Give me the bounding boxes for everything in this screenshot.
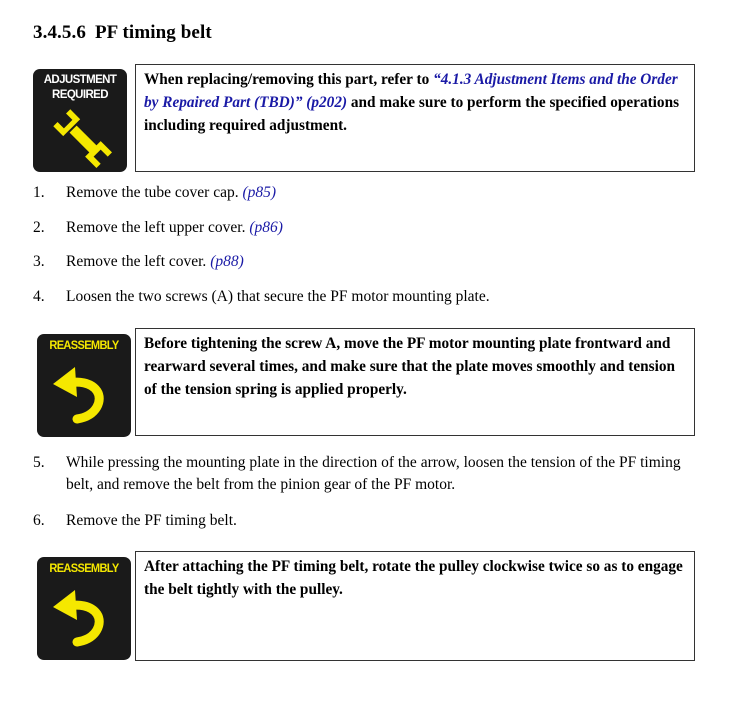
step-number: 4. [33, 288, 45, 305]
return-arrow-icon [37, 557, 131, 660]
step-text: Remove the left cover. [66, 253, 211, 270]
reassembly-note-text: After attaching the PF timing belt, rotate the pulley clockwise twice so as to engage the belt tightly with the pulley. [144, 558, 683, 598]
adjustment-required-icon [33, 69, 127, 172]
step-number: 1. [33, 184, 45, 201]
step-number: 5. [33, 454, 45, 471]
step-text: Remove the tube cover cap. [66, 184, 243, 201]
adjustment-reference-link[interactable]: “4.1.3 Adjustment Items and the Order by Repaired Part (TBD)” (p202) [144, 71, 678, 111]
step-text: While pressing the mounting plate in the direction of the arrow, loosen the tension of the PF timing belt, and remove the belt from the pinion gear of the PF motor. [66, 454, 681, 493]
page-reference-link[interactable]: (p86) [249, 219, 283, 236]
step-text: Loosen the two screws (A) that secure the PF motor mounting plate. [66, 288, 490, 305]
reassembly-icon [37, 334, 131, 437]
section-title: PF timing belt [94, 22, 212, 43]
step-text: Remove the left upper cover. [66, 219, 250, 236]
section-heading [33, 22, 212, 44]
reassembly-icon [37, 557, 131, 660]
adjustment-note-box [135, 64, 695, 172]
step-number: 6. [33, 512, 45, 529]
step-text: Remove the PF timing belt. [66, 512, 237, 529]
adjustment-label-line1: ADJUSTMENT [43, 74, 117, 86]
reassembly-label: REASSEMBLY [49, 338, 119, 352]
adjustment-note-text-after: and make sure to perform the specified operations including required adjustment. [144, 94, 680, 134]
reassembly-note-box [135, 551, 695, 661]
page-reference-link[interactable]: (p85) [242, 184, 277, 201]
adjustment-note-text-before: When replacing/removing this part, refer to [144, 71, 434, 88]
adjustment-label-line2: REQUIRED [52, 89, 108, 101]
step-number: 3. [33, 253, 45, 270]
section-number: 3.4.5.6 [33, 22, 86, 43]
wrench-icon [33, 69, 127, 172]
reassembly-label: REASSEMBLY [49, 561, 119, 575]
page-reference-link[interactable]: (p88) [210, 253, 244, 270]
step-number: 2. [33, 219, 45, 236]
reassembly-note-box [135, 328, 695, 436]
return-arrow-icon [37, 334, 131, 437]
reassembly-note-text: Before tightening the screw A, move the PF motor mounting plate frontward and rearward several times, and make sure that the plate moves smoothly and tension of the tension spring is applied properly. [144, 335, 675, 398]
